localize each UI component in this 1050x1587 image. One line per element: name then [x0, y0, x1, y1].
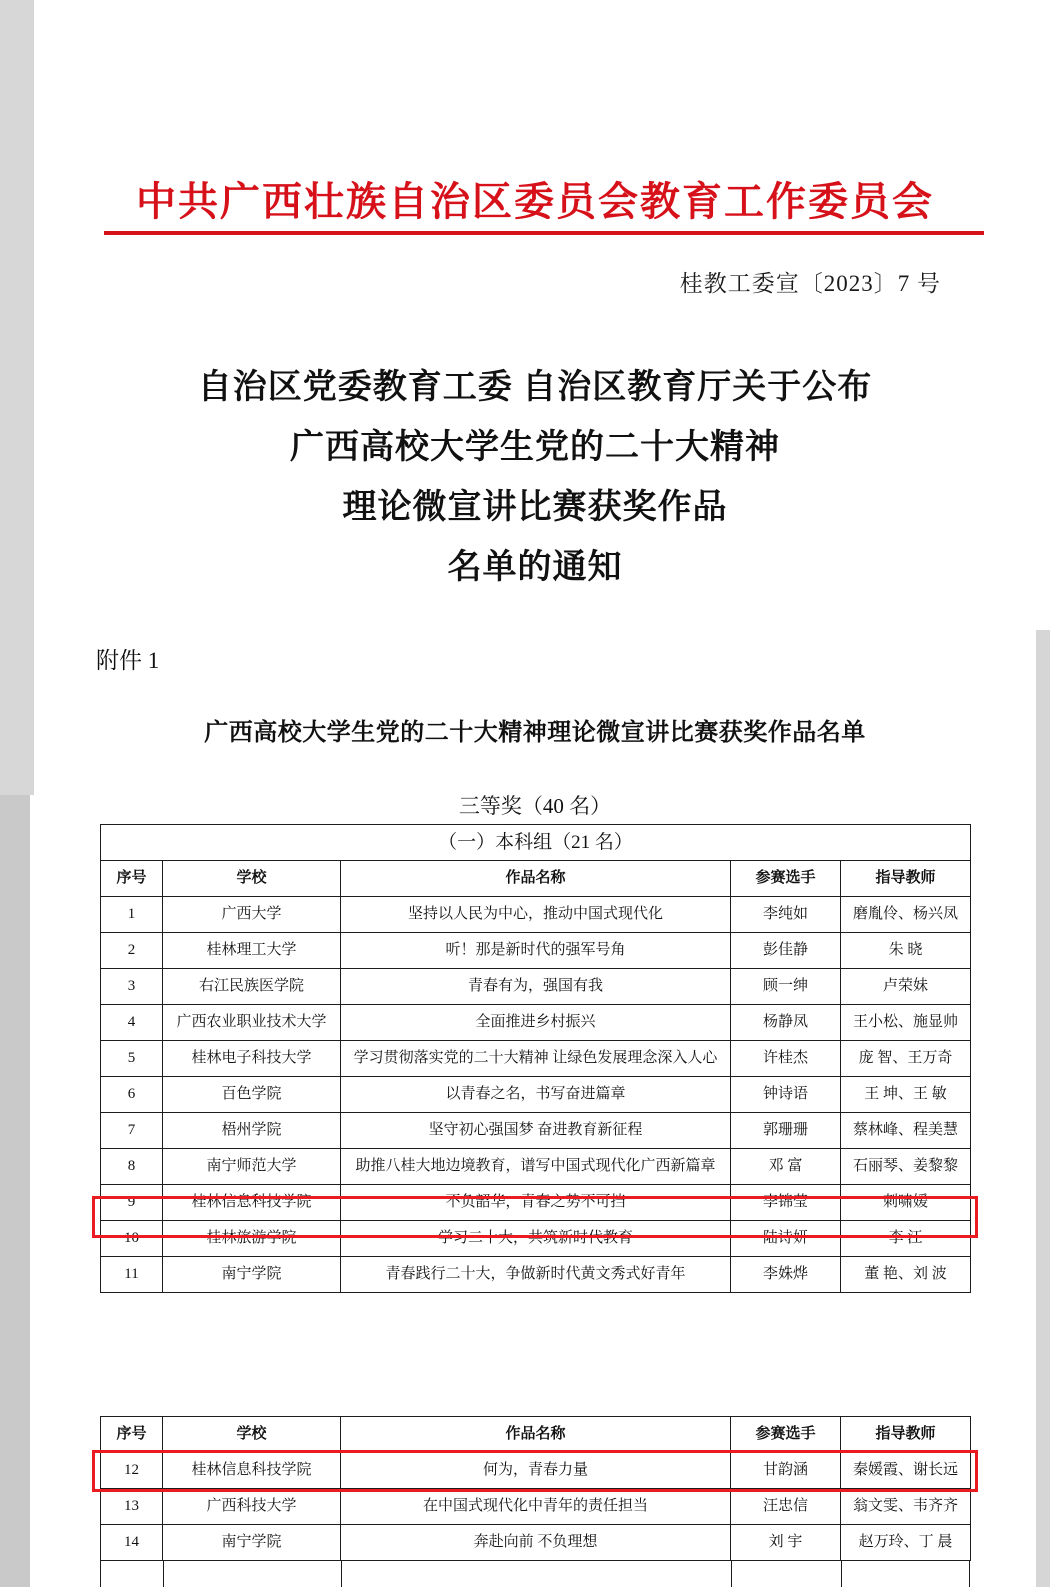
- cell-school: 桂林信息科技学院: [163, 1453, 341, 1489]
- cell-player: 刘 宇: [731, 1525, 841, 1561]
- column-header-work: 作品名称: [341, 861, 731, 897]
- table-row: [101, 1041, 971, 1077]
- table-row: [101, 969, 971, 1005]
- cell-player: 许桂杰: [731, 1041, 841, 1077]
- cell-player: 李姝烨: [731, 1257, 841, 1293]
- cell-player: 杨静凤: [731, 1005, 841, 1041]
- column-header-no: 序号: [101, 1417, 163, 1453]
- column-header-school: 学校: [163, 861, 341, 897]
- cell-no: 5: [101, 1041, 163, 1077]
- cell-player: 彭佳静: [731, 933, 841, 969]
- cell-no: 9: [101, 1185, 163, 1221]
- award-list-title: 广西高校大学生党的二十大精神理论微宣讲比赛获奖作品名单: [204, 720, 866, 746]
- table-row-highlighted: [101, 1185, 971, 1221]
- cell-teacher: 翁文雯、韦齐齐: [841, 1489, 971, 1525]
- title-line-3: 理论微宣讲比赛获奖作品: [342, 489, 728, 526]
- cell-teacher: 蔡林峰、程美慧: [841, 1113, 971, 1149]
- column-header-school: 学校: [163, 1417, 341, 1453]
- cell-teacher: 刺啸媛: [841, 1185, 971, 1221]
- red-horizontal-rule: [104, 231, 984, 235]
- cell-school: 百色学院: [163, 1077, 341, 1113]
- column-header-no: 序号: [101, 861, 163, 897]
- scan-gutter-right: [1036, 630, 1050, 1587]
- table-row: [101, 1149, 971, 1185]
- cell-no: 8: [101, 1149, 163, 1185]
- title-line-4: 名单的通知: [447, 549, 623, 586]
- cell-work: 青春践行二十大，争做新时代黄文秀式好青年: [341, 1257, 731, 1293]
- document-main-title: [34, 358, 1036, 598]
- award-table-undergraduate: [100, 824, 971, 1293]
- cell-no: 14: [101, 1525, 163, 1561]
- cell-work: 听！那是新时代的强军号角: [341, 933, 731, 969]
- cell-school: 广西大学: [163, 897, 341, 933]
- cell-teacher: 赵万玲、丁 晨: [841, 1525, 971, 1561]
- column-header-teacher: 指导教师: [841, 861, 971, 897]
- cell-work: 不负韶华，青春之势不可挡: [341, 1185, 731, 1221]
- cell-no: 12: [101, 1453, 163, 1489]
- cell-player: 钟诗语: [731, 1077, 841, 1113]
- table-row: [101, 897, 971, 933]
- column-header-work: 作品名称: [341, 1417, 731, 1453]
- cell-school: 桂林旅游学院: [163, 1221, 341, 1257]
- table-row: [101, 1113, 971, 1149]
- cell-teacher: 庞 智、王万奇: [841, 1041, 971, 1077]
- table-row-partial-cutoff: [100, 1561, 970, 1587]
- table-header-row: [101, 1417, 971, 1453]
- table-group-header-row: [101, 825, 971, 861]
- cell-work: 学习二十大，共筑新时代教育: [341, 1221, 731, 1257]
- cell-no: 2: [101, 933, 163, 969]
- cell-no: 4: [101, 1005, 163, 1041]
- cell-player: 汪忠信: [731, 1489, 841, 1525]
- table-row: [101, 1489, 971, 1525]
- table-row: [101, 1005, 971, 1041]
- cell-teacher: 磨胤伶、杨兴凤: [841, 897, 971, 933]
- cell-no: 10: [101, 1221, 163, 1257]
- cell-school: 广西农业职业技术大学: [163, 1005, 341, 1041]
- column-header-teacher: 指导教师: [841, 1417, 971, 1453]
- cell-teacher: 王 坤、王 敏: [841, 1077, 971, 1113]
- cell-school: 南宁师范大学: [163, 1149, 341, 1185]
- cell-teacher: 秦媛霞、谢长远: [841, 1453, 971, 1489]
- cell-school: 桂林信息科技学院: [163, 1185, 341, 1221]
- cell-school: 梧州学院: [163, 1113, 341, 1149]
- cell-player: 郭珊珊: [731, 1113, 841, 1149]
- cell-work: 何为，青春力量: [341, 1453, 731, 1489]
- cell-no: 3: [101, 969, 163, 1005]
- cell-teacher: 卢荣妹: [841, 969, 971, 1005]
- attachment-label: 附件 1: [96, 648, 160, 673]
- cell-no: 7: [101, 1113, 163, 1149]
- table-row: [101, 1221, 971, 1257]
- cell-player: 李锦莹: [731, 1185, 841, 1221]
- cell-player: 甘韵涵: [731, 1453, 841, 1489]
- cell-teacher: 李 江: [841, 1221, 971, 1257]
- cell-player: 陆诗妍: [731, 1221, 841, 1257]
- column-header-player: 参赛选手: [731, 1417, 841, 1453]
- cell-player: 顾一绅: [731, 969, 841, 1005]
- scan-gutter-left-top: [0, 0, 34, 795]
- cell-work: 学习贯彻落实党的二十大精神 让绿色发展理念深入人心: [341, 1041, 731, 1077]
- title-line-2: 广西高校大学生党的二十大精神: [290, 429, 780, 466]
- cell-work: 奔赴向前 不负理想: [341, 1525, 731, 1561]
- cell-work: 以青春之名，书写奋进篇章: [341, 1077, 731, 1113]
- award-table-continued: [100, 1416, 971, 1561]
- cell-teacher: 朱 晓: [841, 933, 971, 969]
- issuing-organization-title: 中共广西壮族自治区委员会教育工作委员会: [136, 179, 934, 224]
- table-row: [101, 1525, 971, 1561]
- table-row: [101, 933, 971, 969]
- cell-teacher: 石丽琴、姜黎黎: [841, 1149, 971, 1185]
- cell-school: 桂林电子科技大学: [163, 1041, 341, 1077]
- cell-school: 右江民族医学院: [163, 969, 341, 1005]
- cell-school: 广西科技大学: [163, 1489, 341, 1525]
- cell-work: 在中国式现代化中青年的责任担当: [341, 1489, 731, 1525]
- title-line-1: 自治区党委教育工委 自治区教育厅关于公布: [197, 369, 873, 406]
- cell-no: 13: [101, 1489, 163, 1525]
- cell-no: 11: [101, 1257, 163, 1293]
- table-row-highlighted: [101, 1453, 971, 1489]
- cell-school: 南宁学院: [163, 1257, 341, 1293]
- cell-school: 桂林理工大学: [163, 933, 341, 969]
- cell-teacher: 王小松、施显帅: [841, 1005, 971, 1041]
- column-header-player: 参赛选手: [731, 861, 841, 897]
- scan-gutter-left-bottom: [0, 795, 30, 1587]
- cell-player: 李纯如: [731, 897, 841, 933]
- cell-school: 南宁学院: [163, 1525, 341, 1561]
- table-header-row: [101, 861, 971, 897]
- cell-work: 助推八桂大地边境教育，谱写中国式现代化广西新篇章: [341, 1149, 731, 1185]
- paper-sheet: [34, 0, 1036, 1587]
- document-number: 桂教工委宣〔2023〕7 号: [679, 271, 941, 296]
- table-row: [101, 1257, 971, 1293]
- cell-no: 6: [101, 1077, 163, 1113]
- cell-player: 邓 富: [731, 1149, 841, 1185]
- cell-no: 1: [101, 897, 163, 933]
- cell-work: 青春有为，强国有我: [341, 969, 731, 1005]
- cell-work: 坚守初心强国梦 奋进教育新征程: [341, 1113, 731, 1149]
- group-header-cell: （一）本科组（21 名）: [101, 825, 971, 861]
- cell-work: 坚持以人民为中心，推动中国式现代化: [341, 897, 731, 933]
- cell-work: 全面推进乡村振兴: [341, 1005, 731, 1041]
- table-row: [101, 1077, 971, 1113]
- cell-teacher: 董 艳、刘 波: [841, 1257, 971, 1293]
- prize-category-label: 三等奖（40 名）: [458, 794, 612, 818]
